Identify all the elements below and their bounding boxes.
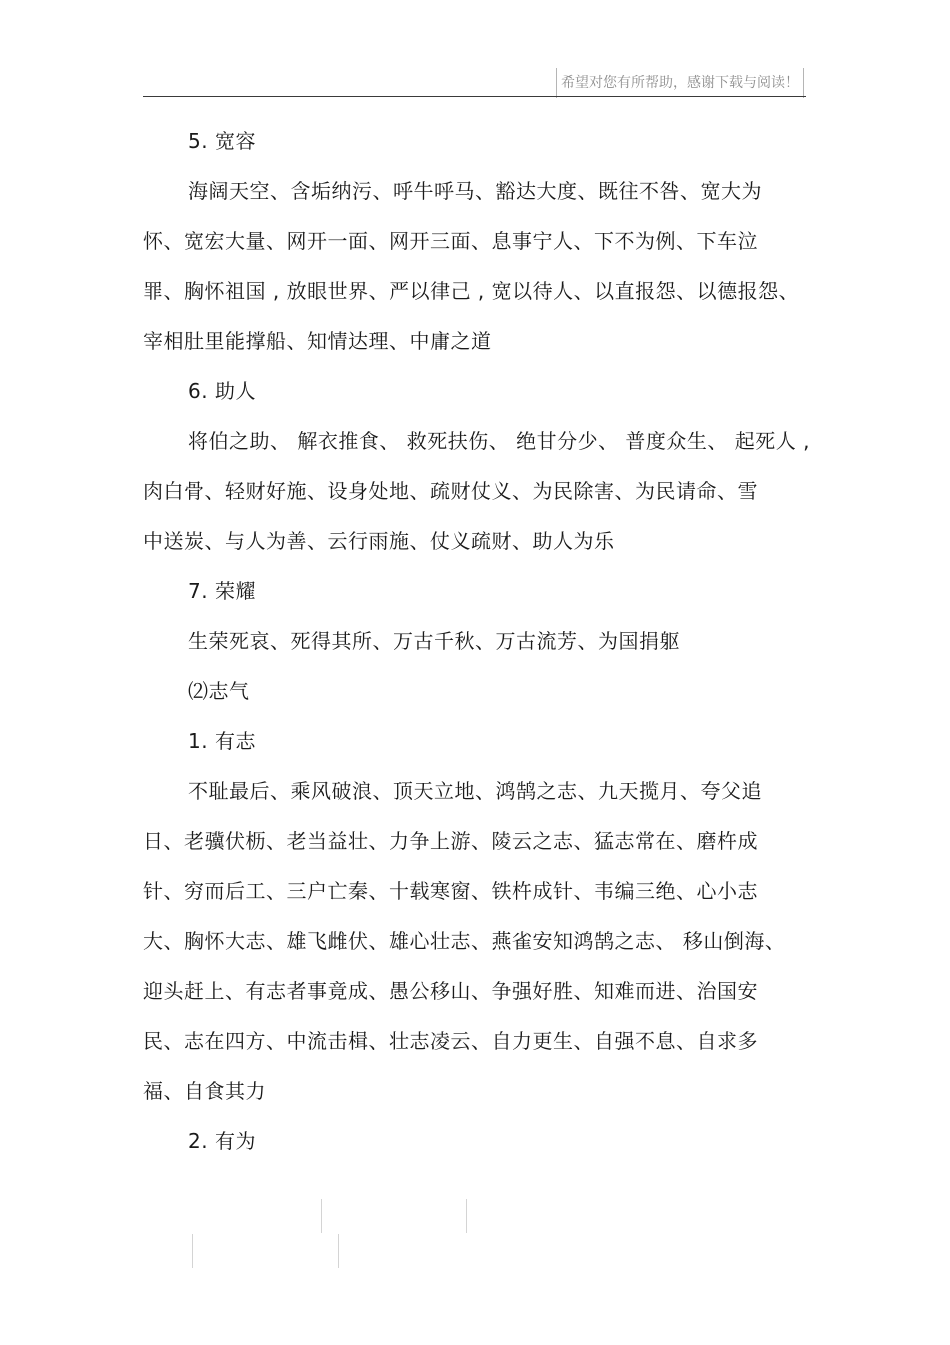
- table-rule: [466, 1199, 467, 1233]
- paragraph-line: 民、志在四方、中流击楫、壮志凌云、自力更生、自强不息、自求多: [143, 1029, 758, 1053]
- paragraph-line: 不耻最后、乘风破浪、顶天立地、鸿鹄之志、九天揽月、夸父追: [188, 779, 762, 803]
- header-banner: 希望对您有所帮助，感谢下载与阅读！: [556, 68, 804, 98]
- table-rule: [338, 1234, 339, 1268]
- paragraph-line: 宰相肚里能撑船、知情达理、中庸之道: [143, 329, 492, 353]
- section-heading-rongyao: 7. 荣耀: [188, 579, 256, 603]
- paragraph-line: 肉白骨、轻财好施、设身处地、疏财仗义、为民除害、为民请命、雪: [143, 479, 758, 503]
- paragraph-line: 日、老骥伏枥、老当益壮、力争上游、陵云之志、猛志常在、磨杵成: [143, 829, 758, 853]
- section-heading-kuanrong: 5. 宽容: [188, 129, 256, 153]
- paragraph-line: 迎头赶上、有志者事竟成、愚公移山、争强好胜、知难而进、治国安: [143, 979, 758, 1003]
- paragraph-line: 针、穷而后工、三户亡秦、十载寒窗、铁杵成针、韦编三绝、心小志: [143, 879, 758, 903]
- paragraph-line: 海阔天空、含垢纳污、呼牛呼马、豁达大度、既往不咎、宽大为: [188, 179, 762, 203]
- table-rule: [192, 1234, 193, 1268]
- paragraph-line: 大、胸怀大志、雄飞雌伏、雄心壮志、燕雀安知鸿鹄之志、 移山倒海、: [143, 929, 786, 953]
- paragraph-line: 中送炭、与人为善、云行雨施、仗义疏财、助人为乐: [143, 529, 615, 553]
- paragraph-line: 罪、胸怀祖国 , 放眼世界、严以律己 , 宽以待人、以直报怨、以德报怨、: [143, 279, 800, 303]
- paragraph-line: 怀、宽宏大量、网开一面、网开三面、息事宁人、下不为例、下车泣: [143, 229, 758, 253]
- table-rule: [321, 1199, 322, 1233]
- section-heading-zhiqi: ⑵志气: [188, 679, 250, 703]
- section-heading-zhuren: 6. 助人: [188, 379, 256, 403]
- paragraph-line: 福、自食其力: [143, 1079, 266, 1103]
- paragraph-line: 生荣死哀、死得其所、万古千秋、万古流芳、为国捐躯: [188, 629, 680, 653]
- section-heading-youwei: 2. 有为: [188, 1129, 256, 1153]
- section-heading-youzhi: 1. 有志: [188, 729, 256, 753]
- paragraph-line: 将伯之助、 解衣推食、 救死扶伤、 绝甘分少、 普度众生、 起死人 ,: [188, 429, 811, 453]
- header-rule: [143, 96, 806, 97]
